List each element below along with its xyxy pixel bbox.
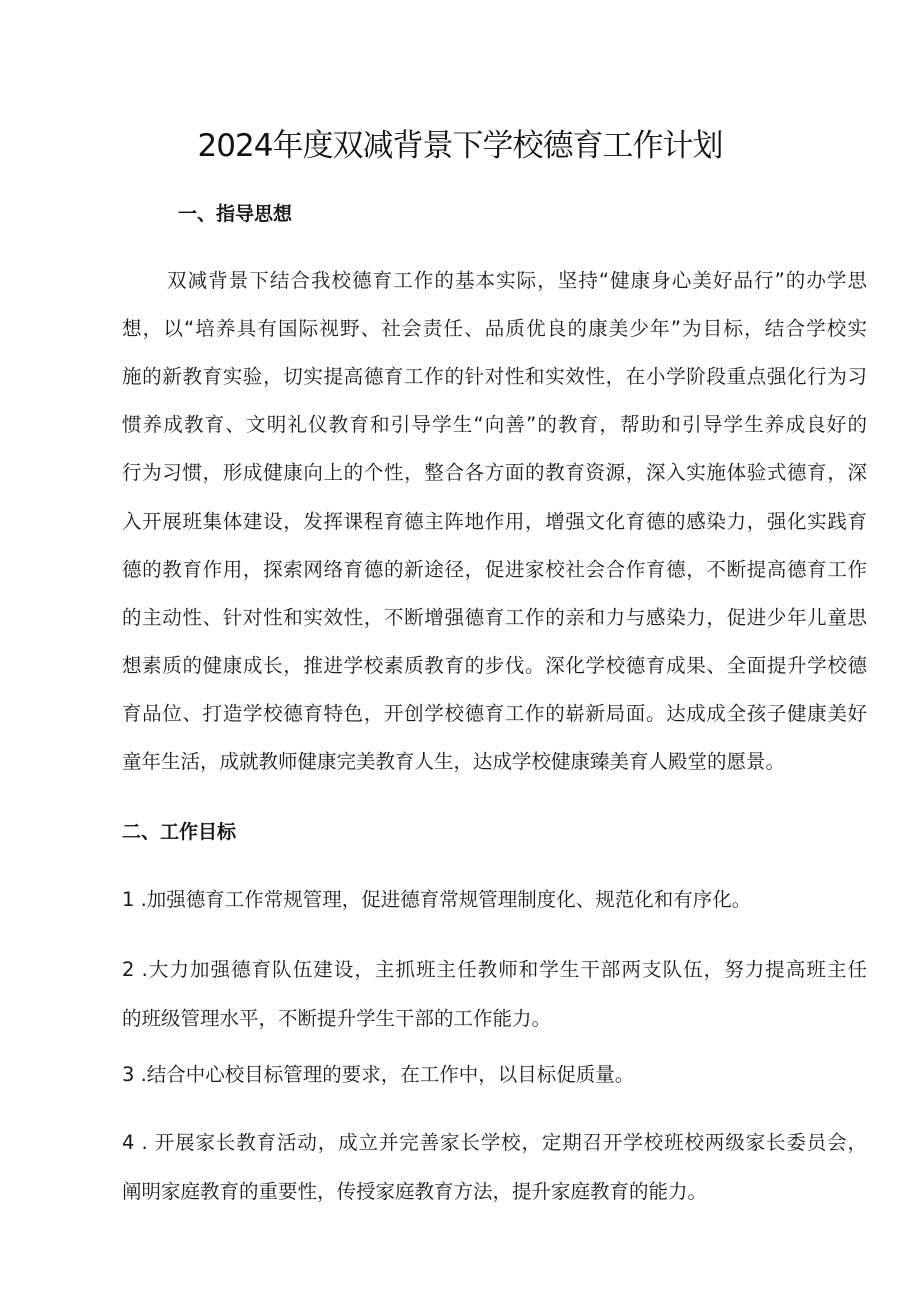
document-title: 2024年度双减背景下学校德育工作计划 xyxy=(197,128,723,164)
goal-item-4-line-2: 阐明家庭教育的重要性，传授家庭教育方法，提升家庭教育的能力。 xyxy=(122,1180,708,1203)
section-heading-work-goals: 二、工作目标 xyxy=(122,821,237,843)
goal-item-3: 3 .结合中心校目标管理的要求，在工作中，以目标促质量。 xyxy=(122,1063,635,1086)
paragraph-line: 施的新教育实验，切实提高德育工作的针对性和实效性，在小学阶段重点强化行为习 xyxy=(122,365,867,388)
paragraph-line: 想，以“培养具有国际视野、社会责任、品质优良的康美少年”为目标，结合学校实 xyxy=(122,317,867,340)
paragraph-line: 入开展班集体建设，发挥课程育德主阵地作用，增强文化育德的感染力，强化实践育 xyxy=(122,510,867,533)
goal-item-2-line-1: 2 .大力加强德育队伍建设，主抓班主任教师和学生干部两支队伍，努力提高班主任 xyxy=(122,958,867,981)
paragraph-line: 行为习惯，形成健康向上的个性，整合各方面的教育资源，深入实施体验式德育，深 xyxy=(122,461,867,484)
paragraph-line: 想素质的健康成长，推进学校素质教育的步伐。深化学校德育成果、全面提升学校德 xyxy=(122,654,867,677)
goal-item-1: 1 .加强德育工作常规管理，促进德育常规管理制度化、规范化和有序化。 xyxy=(122,888,752,911)
goal-item-2-line-2: 的班级管理水平，不断提升学生干部的工作能力。 xyxy=(122,1007,552,1030)
section-heading-guiding-ideology: 一、指导思想 xyxy=(178,203,293,225)
paragraph-line: 德的教育作用，探索网络育德的新途径，促进家校社会合作育德，不断提高德育工作 xyxy=(122,558,867,581)
paragraph-line: 惯养成教育、文明礼仪教育和引导学生“向善”的教育，帮助和引导学生养成良好的 xyxy=(122,413,867,436)
goal-item-4-line-1: 4 . 开展家长教育活动，成立并完善家长学校，定期召开学校班校两级家长委员会， xyxy=(122,1131,867,1154)
paragraph-line: 的主动性、针对性和实效性，不断增强德育工作的亲和力与感染力，促进少年儿童思 xyxy=(122,606,867,629)
paragraph-line: 童年生活，成就教师健康完美教育人生，达成学校健康臻美育人殿堂的愿景。 xyxy=(122,750,786,773)
paragraph-line: 双减背景下结合我校德育工作的基本实际，坚持“健康身心美好品行”的办学思 xyxy=(167,269,867,292)
paragraph-line: 育品位、打造学校德育特色，开创学校德育工作的崭新局面。达成成全孩子健康美好 xyxy=(122,702,867,725)
